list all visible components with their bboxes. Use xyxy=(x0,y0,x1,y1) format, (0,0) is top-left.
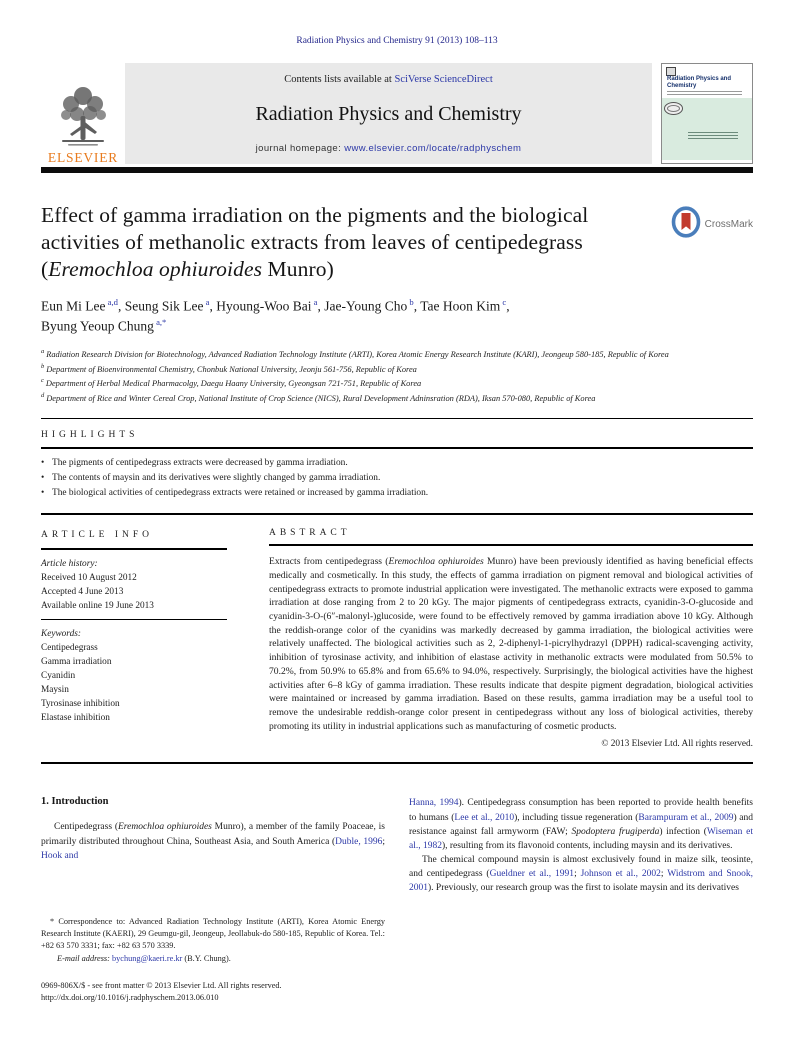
affiliation: $^b$ Department of Bioenvironmental Chemistry, Chonbuk National University, Jeonju 561-756, Republic of Korea xyxy=(41,362,417,374)
highlights-heading: HIGHLIGHTS xyxy=(41,429,139,440)
affiliation: $^c$ Department of Herbal Medical Pharmacolgy, Daegu Haany University, Gyeongsan 721-751, Republic of Korea xyxy=(41,377,422,388)
article-history-label: Article history: xyxy=(41,559,98,570)
publisher-wordmark: ELSEVIER xyxy=(47,149,119,165)
intro-paragraph xyxy=(41,820,385,862)
keywords-label: Keywords: xyxy=(41,629,81,640)
masthead-center xyxy=(125,63,652,164)
inline-link[interactable]: bychung@kaeri.re.kr xyxy=(112,953,183,963)
crossmark-label: CrossMark xyxy=(704,219,753,230)
article-info-heading: ARTICLE INFO xyxy=(41,530,153,541)
text-segment: ( xyxy=(41,257,49,282)
text-segment: ; xyxy=(660,868,668,879)
intro-left-column xyxy=(41,796,385,1004)
text-segment: Eun Mi Lee xyxy=(41,298,106,314)
text-segment: , Jae-Young Cho xyxy=(317,298,408,314)
cover-subtitle-lines xyxy=(667,91,742,96)
intro-right-column xyxy=(409,796,753,1004)
text-segment: E-mail address: xyxy=(57,953,112,963)
homepage-label: journal homepage: xyxy=(255,143,345,154)
text-segment: Eremochloa ophiuroides xyxy=(48,257,263,282)
keyword-item: Gamma irradiation xyxy=(41,657,112,667)
text-segment: , Tae Hoon Kim xyxy=(413,298,501,314)
homepage-line xyxy=(256,143,522,154)
header-divider-bar xyxy=(41,167,753,173)
journal-title: Radiation Physics and Chemistry xyxy=(255,102,522,125)
text-segment: Munro) xyxy=(262,257,334,282)
contents-line xyxy=(284,74,492,85)
text-segment: Centipedegrass ( xyxy=(54,822,118,833)
history-item: Received 10 August 2012 xyxy=(41,573,137,584)
keyword-item: Elastase inhibition xyxy=(41,712,110,723)
elsevier-tree-icon xyxy=(54,82,112,150)
abstract-panel xyxy=(269,528,753,749)
crossmark-icon xyxy=(671,206,701,243)
highlights-list xyxy=(41,449,753,513)
intro-heading: 1. Introduction xyxy=(41,796,109,808)
text-segment: Eremochloa ophiuroides xyxy=(117,822,212,833)
highlight-item: • The biological activities of centipedegrass extracts were retained or increased by gamma irradiation. xyxy=(41,486,753,501)
intro-paragraph xyxy=(409,796,753,852)
bullet-icon: • xyxy=(41,488,45,499)
history-item: Accepted 4 June 2013 xyxy=(41,587,124,598)
affiliation: $^d$ Department of Rice and Winter Cereal Crop, National Institute of Crop Science (NICS), Rural Development Adninsration (RDA), Iksan 570-080, Republic of Korea xyxy=(41,391,596,403)
text-segment: a xyxy=(203,297,210,308)
email-line xyxy=(41,953,385,965)
inline-link[interactable]: Lee et al., 2010 xyxy=(454,812,515,823)
cover-text-lines xyxy=(688,132,738,139)
text-segment: Munro) have been previously identified as having beneficial effects medically and cosmetically. In this study, the effects of gamma irradiation on pigment removal and biological activities of centipedegrass extracts to promote industrial application were investigated. The methanolic extracts were exposed to gamma irradiation at dose ranging from 2 to 20 kGy. The major pigments of centipedegrass extracts, cyanidin-3-O-glucoside and cyanidin-3-O-(6″-malonyl-)glucoside, were found to be effectively removed by gamma irradiation above 10 kGy. Although the reddish-orange color of the cyanidins was markedly decreased by gamma irradiation, the biological activities were relatively unaffected. The biological activities such as 2, 2-diphenyl-1-picrylhydrazyl (DPPH) radical-scavenging activity, inhibition of tyrosinase activity, and inhibition of elastase activity in methanolic extracts were modulated from 50.5% to 70.2%, from 50.9% to 65.8% and from 65.6% to 94.0%, respectively. Surprisingly, the biological activities have the highest activities after 6–8 kGy of gamma irradiation. These results indicate that despite pigment degradation, biological activities were maintained or increased by gamma irradiation. Based on these results, gamma irradiation may be a useful tool to remove the undesirable reddish-orange color present in centipedegrass without any loss of biological activities, thereby promoting its utility in industrial applications such as manufacturing of cosmetic products. xyxy=(269,556,753,732)
text-segment: , Seung Sik Lee xyxy=(117,298,204,314)
sciverse-link[interactable]: SciVerse ScienceDirect xyxy=(394,74,493,85)
text-segment: ). Previously, our research group was the first to isolate maysin and its derivatives xyxy=(428,882,739,893)
text-segment: Extracts from centipedegrass ( xyxy=(269,556,389,568)
masthead xyxy=(41,63,753,164)
text-segment: ; xyxy=(574,868,581,879)
text-segment: ) infection ( xyxy=(659,826,707,837)
elsevier-logo[interactable] xyxy=(41,63,125,164)
text-segment: , xyxy=(506,298,510,314)
title-line-1: Effect of gamma irradiation on the pigments and the biological xyxy=(41,203,589,227)
cover-emblem-icon xyxy=(664,102,683,115)
author-list xyxy=(41,296,753,336)
highlight-item: • The pigments of centipedegrass extracts were decreased by gamma irradiation. xyxy=(41,456,753,471)
inline-link[interactable]: Duble, 1996 xyxy=(335,836,383,847)
divider xyxy=(41,513,753,515)
text-segment: a,* xyxy=(153,317,167,328)
abstract-copyright: © 2013 Elsevier Ltd. All rights reserved. xyxy=(601,739,753,750)
issn-line: 0969-806X/$ - see front matter © 2013 Elsevier Ltd. All rights reserved. xyxy=(41,980,282,990)
inline-link[interactable]: Widstrom and Snook, 2001 xyxy=(409,868,754,893)
text-segment: b xyxy=(407,297,414,308)
inline-link[interactable]: Johnson et al., 2002 xyxy=(580,868,661,879)
text-segment: ). Centipedegrass consumption has been reported to provide health benefits to humans ( xyxy=(409,798,753,823)
abstract-text xyxy=(269,555,753,733)
inline-link[interactable]: Hanna, 1994 xyxy=(409,798,459,809)
divider xyxy=(41,418,753,419)
text-segment: ; xyxy=(382,836,385,847)
crossmark-badge[interactable] xyxy=(671,206,753,243)
keyword-item: Centipedegrass xyxy=(41,643,98,654)
divider xyxy=(41,619,227,620)
text-segment: a,d xyxy=(105,297,118,308)
cover-title: Radiation Physics and Chemistry xyxy=(667,76,732,89)
divider xyxy=(269,544,753,546)
inline-link[interactable]: Wiseman et al., 1982 xyxy=(409,826,753,851)
divider xyxy=(41,762,753,764)
text-segment: ), including tissue regeneration ( xyxy=(514,812,639,823)
keyword-item: Cyanidin xyxy=(41,670,76,681)
text-segment: The chemical compound maysin is almost exclusively found in maize silk, teosinte, and centipedegrass ( xyxy=(409,854,753,879)
doi-line: http://dx.doi.org/10.1016/j.radphyschem.2013.06.010 xyxy=(41,993,219,1003)
abstract-heading: ABSTRACT xyxy=(269,528,351,539)
text-segment: Spodoptera frugiperda xyxy=(571,826,660,837)
divider xyxy=(41,548,227,550)
cover-logo-icon xyxy=(666,67,676,76)
text-segment: Eremochloa ophiuroides xyxy=(388,556,484,568)
highlight-item: • The contents of maysin and its derivatives were slightly changed by gamma irradiation. xyxy=(41,471,753,486)
authors-line-2 xyxy=(41,316,753,336)
text-segment: Byung Yeoup Chung xyxy=(41,318,154,334)
affiliation-list xyxy=(41,347,753,405)
text-segment: (B.Y. Chung). xyxy=(182,953,231,963)
authors-line-1 xyxy=(41,296,753,316)
title-line-2: activities of methanolic extracts from leaves of centipedegrass xyxy=(41,230,583,255)
homepage-link[interactable]: www.elsevier.com/locate/radphyschem xyxy=(344,143,522,154)
inline-link[interactable]: Barampuram et al., 2009 xyxy=(638,812,734,823)
text-segment: , Hyoung-Woo Bai xyxy=(209,298,312,314)
inline-link[interactable]: Hook and xyxy=(41,850,79,861)
text-segment: Munro), a member of the family Poaceae, is primarily distributed throughout China, Southeast Asia, and South America ( xyxy=(41,822,386,847)
text-segment: c xyxy=(500,297,507,308)
keyword-item: Maysin xyxy=(41,684,69,695)
keyword-item: Tyrosinase inhibition xyxy=(41,698,120,709)
history-item: Available online 19 June 2013 xyxy=(41,601,154,612)
article-info-panel xyxy=(41,528,227,749)
title-line-3 xyxy=(41,257,334,281)
correspondence-footnote: * Correspondence to: Advanced Radiation Technology Institute (ARTI), Korea Atomic Energy Research Institute (KAERI), 29 Geumgu-gil, Jeongeup, Jeollabuk-do 580-185, Republic of Korea. Tel.: +82 63 570 3331; fax: +82 63 570 3339. xyxy=(41,916,385,950)
contents-prefix: Contents lists available at xyxy=(284,74,395,85)
footnote-block xyxy=(41,916,385,1005)
journal-cover-thumbnail[interactable] xyxy=(661,63,753,164)
article-title xyxy=(41,202,753,283)
journal-ref: Radiation Physics and Chemistry 91 (2013) 108–113 xyxy=(296,36,498,46)
text-segment: a xyxy=(311,297,318,308)
intro-paragraph xyxy=(409,853,753,895)
affiliation: $^a$ Radiation Research Division for Biotechnology, Advanced Radiation Technology Institute (ARTI), Korea Atomic Energy Research Institute (KARI), Jeongeup 580-185, Republic of Korea xyxy=(41,348,669,360)
text-segment: ), resulting from its flavonoid contents, including maysin and its derivatives. xyxy=(441,840,733,851)
bullet-icon: • xyxy=(41,473,45,484)
bullet-icon: • xyxy=(41,457,45,468)
text-segment: ) and resistance against fall armyworm (FAW; xyxy=(409,812,753,837)
inline-link[interactable]: Gueldner et al., 1991 xyxy=(489,868,575,879)
